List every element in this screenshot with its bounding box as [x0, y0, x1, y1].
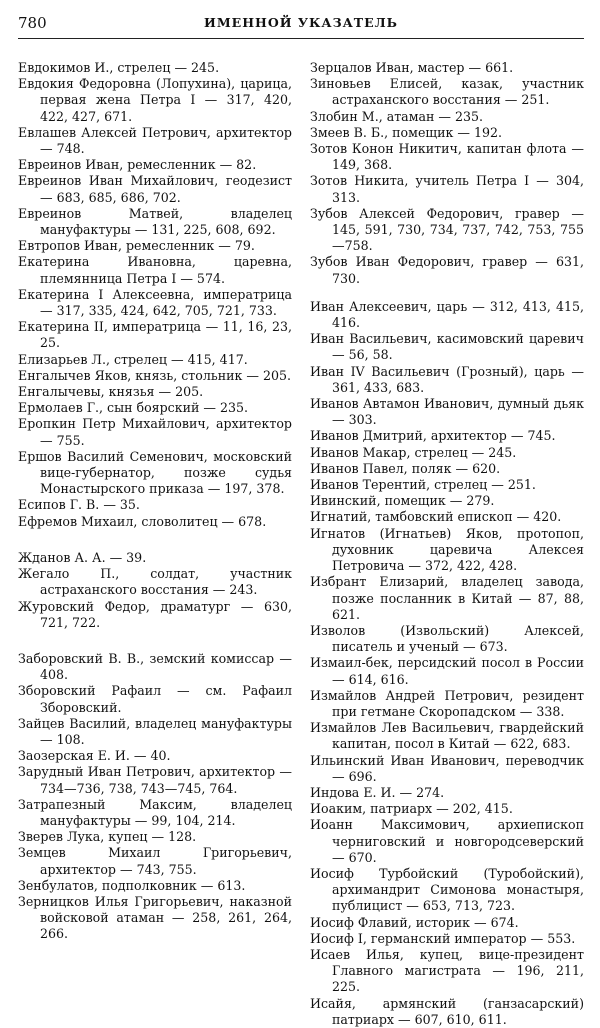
index-entry: Елизарьев Л., стрелец — 415, 417.: [18, 351, 248, 367]
index-entry: Журовский Федор, драматург — 630, 721, 722.: [18, 598, 292, 630]
index-entry: Заборовский В. В., земский комиссар — 408.: [18, 650, 292, 683]
index-entry: Измаил-бек, персидский посол в России — 614, 616.: [310, 655, 584, 687]
index-column-left: [18, 60, 292, 943]
page-header: [18, 14, 584, 36]
index-entry: Ефремов Михаил, словолитец — 678.: [18, 513, 267, 529]
index-entry: Евлашев Алексей Петрович, архитектор — 748.: [18, 124, 292, 157]
index-entry: Исайя, армянский (ганзасарский) патриарх — 607, 610, 611.: [310, 995, 584, 1027]
index-entry: Евдокия Федоровна (Лопухина), царица, первая жена Петра I — 317, 420, 422, 427, 671.: [18, 76, 292, 124]
index-entry: Змеев В. Б., помещик — 192.: [310, 124, 503, 140]
index-entry: Игнатов (Игнатьев) Яков, протопоп, духовник царевича Алексея Петровича — 372, 422, 428.: [310, 525, 584, 574]
index-entry: Земцев Михаил Григорьевич, архитектор — 743, 755.: [18, 845, 292, 877]
index-entry: Зотов Конон Никитич, капитан флота — 149, 368.: [310, 141, 584, 173]
index-entry: Иоанн Максимович, архиепископ черниговский и новгородсеверский — 670.: [310, 817, 584, 865]
index-entry: Зубов Иван Федорович, гравер — 631, 730.: [310, 254, 584, 286]
index-entry: Изволов (Извольский) Алексей, писатель и ученый — 673.: [310, 622, 584, 655]
index-entry: Есипов Г. В. — 35.: [18, 497, 140, 513]
index-entry: Иванов Павел, поляк — 620.: [310, 460, 501, 476]
index-entry: Евреинов Матвей, владелец мануфактуры — 131, 225, 608, 692.: [18, 205, 292, 238]
index-entry: Зотов Никита, учитель Петра I — 304, 313.: [310, 173, 584, 205]
index-entry: Измайлов Андрей Петрович, резидент при гетмане Скоропадском — 338.: [310, 687, 584, 719]
letter-section-gap: [18, 530, 292, 550]
index-entry: Жегало П., солдат, участник астраханского восстания — 243.: [18, 566, 292, 598]
index-entry: Иванов Терентий, стрелец — 251.: [310, 477, 536, 493]
letter-section-gap: [18, 631, 292, 651]
index-entry: Зарудный Иван Петрович, архитектор — 734—736, 738, 743—745, 764.: [18, 764, 292, 796]
index-entry: Зиновьев Елисей, казак, участник астраханского восстания — 251.: [310, 76, 584, 108]
index-entry: Зерницков Илья Григорьевич, наказной войсковой атаман — 258, 261, 264, 266.: [18, 893, 292, 942]
index-entry: Иван IV Васильевич (Грозный), царь — 361, 433, 683.: [310, 363, 584, 395]
page-number: 780: [18, 14, 47, 32]
index-entry: Иванов Автамон Иванович, думный дьяк — 303.: [310, 396, 584, 428]
index-column-right: [310, 60, 584, 1028]
index-entry: Зверев Лука, купец — 128.: [18, 829, 197, 845]
index-entry: Зерцалов Иван, мастер — 661.: [310, 60, 514, 75]
index-entry: Избрант Елизарий, владелец завода, позже посланник в Китай — 87, 88, 621.: [310, 574, 584, 622]
index-entry: Иоаким, патриарх — 202, 415.: [310, 801, 513, 817]
index-entry: Екатерина II, императрица — 11, 16, 23, 25.: [18, 319, 292, 351]
index-entry: Индова Е. И. — 274.: [310, 784, 445, 800]
running-title: ИМЕННОЙ УКАЗАТЕЛЬ: [204, 15, 398, 30]
index-entry: Енгалычев Яков, князь, стольник — 205.: [18, 367, 292, 383]
index-entry: Иван Алексеевич, царь — 312, 413, 415, 416.: [310, 298, 584, 331]
index-entry: Зайцев Василий, владелец мануфактуры — 108.: [18, 715, 292, 747]
index-entry: Зборовский Рафаил — см. Рафаил Зборовский.: [18, 683, 292, 715]
index-entry: Зенбулатов, подполковник — 613.: [18, 877, 246, 893]
index-entry: Иван Васильевич, касимовский царевич — 56, 58.: [310, 331, 584, 363]
index-entry: Зубов Алексей Федорович, гравер — 145, 591, 730, 734, 737, 742, 753, 755—758.: [310, 205, 584, 254]
index-entry: Измайлов Лев Васильевич, гвардейский капитан, посол в Китай — 622, 683.: [310, 720, 584, 752]
index-entry: Ершов Василий Семенович, московский вице-губернатор, позже судья Монастырского приказа — 197, 378.: [18, 448, 292, 497]
index-entry: Екатерина Ивановна, царевна, племянница Петра I — 574.: [18, 254, 292, 286]
index-entry: Заозерская Е. И. — 40.: [18, 748, 171, 764]
index-entry: Екатерина I Алексеевна, императрица — 317, 335, 424, 642, 705, 721, 733.: [18, 286, 292, 319]
index-entry: Иванов Дмитрий, архитектор — 745.: [310, 428, 556, 444]
index-entry: Евреинов Иван, ремесленник — 82.: [18, 157, 257, 173]
index-entry: Ильинский Иван Иванович, переводчик — 696.: [310, 752, 584, 784]
index-entry: Иосиф Турбойский (Туробойский), архимандрит Симонова монастыря, публицист — 653, 713, 723.: [310, 865, 584, 914]
index-entry: Евреинов Иван Михайлович, геодезист — 683, 685, 686, 702.: [18, 173, 292, 205]
index-entry: Евтропов Иван, ремесленник — 79.: [18, 238, 255, 254]
index-entry: Жданов А. А. — 39.: [18, 549, 147, 565]
index-entry: Енгалычевы, князья — 205.: [18, 384, 204, 400]
index-entry: Евдокимов И., стрелец — 245.: [18, 60, 220, 75]
index-entry: Еропкин Петр Михайлович, архитектор — 755.: [18, 416, 292, 448]
index-entry: Исаев Илья, купец, вице-президент Главного магистрата — 196, 211, 225.: [310, 946, 584, 995]
index-entry: Игнатий, тамбовский епископ — 420.: [310, 509, 562, 525]
index-entry: Затрапезный Максим, владелец мануфактуры — 99, 104, 214.: [18, 796, 292, 828]
index-entry: Ермолаев Г., сын боярский — 235.: [18, 400, 249, 416]
index-entry: Иванов Макар, стрелец — 245.: [310, 444, 517, 460]
index-entry: Ивинский, помещик — 279.: [310, 493, 495, 509]
header-rule: [18, 38, 584, 39]
letter-section-gap: [310, 287, 584, 299]
index-entry: Иосиф I, германский император — 553.: [310, 930, 576, 946]
index-entry: Иосиф Флавий, историк — 674.: [310, 914, 519, 930]
index-entry: Злобин М., атаман — 235.: [310, 108, 484, 124]
